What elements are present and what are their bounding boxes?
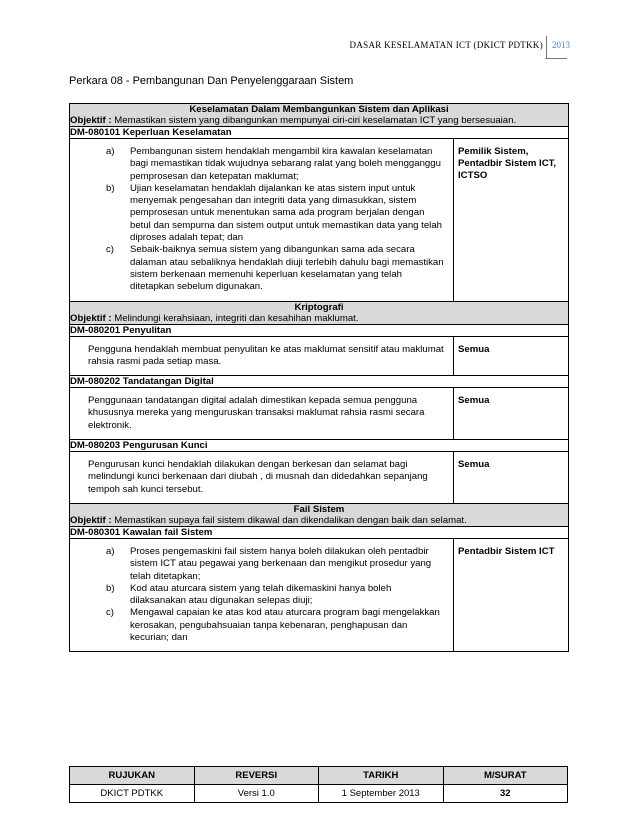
- section-header: [70, 503, 569, 526]
- responsible-party: Pemilik Sistem, Pentadbir Sistem ICT, ICTSO: [454, 139, 569, 302]
- item-code: DM-080201 Penyulitan: [70, 324, 569, 336]
- item-code: DM-080203 Pengurusan Kunci: [70, 440, 569, 452]
- item-code: DM-080301 Kawalan fail Sistem: [70, 526, 569, 538]
- footer-value: 32: [443, 785, 568, 803]
- footer-table: [69, 766, 568, 803]
- section-objective: Objektif : Memastikan supaya fail sistem dikawal dan dikendalikan dengan baik dan selamat.: [70, 514, 467, 526]
- item-code: DM-080101 Keperluan Keselamatan: [70, 127, 569, 139]
- list-item: c) Sebaik-baiknya semua sistem yang dibangunkan sama ada secara dalaman atau sebaliknya hendaklah diuji terlebih dahulu bagi memastikan sistem berkenaan memenuhi keperluan keselamatan yang telah ditetapkan sebelum digunakan.: [106, 244, 444, 293]
- item-code-row: [70, 324, 569, 336]
- item-body-row: [70, 388, 569, 440]
- item-body: Penggunaan tandatangan digital adalah dimestikan kepada semua pengguna khususnya mereka yang menguruskan transaksi maklumat rahsia rasmi secara elektronik.: [70, 388, 454, 440]
- responsible-party: Pentadbir Sistem ICT: [454, 538, 569, 651]
- section-header: [70, 301, 569, 324]
- section-title: Fail Sistem: [293, 503, 345, 515]
- footer-header: TARIKH: [319, 767, 444, 785]
- item-body-row: [70, 139, 569, 302]
- list-item: b) Kod atau aturcara sistem yang telah dikemaskini hanya boleh dilaksanakan atau digunakan selepas diuji;: [106, 582, 392, 607]
- list-item: a) Proses pengemaskini fail sistem hanya boleh dilakukan oleh pentadbir sistem ICT atau pegawai yang berkenaan dan mengikut prosedur yang telah ditetapkan;: [106, 545, 432, 582]
- section-title: Kriptografi: [294, 301, 344, 313]
- policy-table: [69, 103, 569, 652]
- responsible-party: Semua: [454, 388, 569, 440]
- responsible-party: Semua: [454, 336, 569, 376]
- section-header: [70, 104, 569, 127]
- list-item: b) Ujian keselamatan hendaklah dijalankan ke atas sistem input untuk menyemak pengesahan dan integriti data yang dimasukkan, sistem pemprosesan untuk menentukan sama ada program berjalan dengan betul dan sempurna dan sistem output untuk memastikan data yang telah diproses adalah tepat; dan: [106, 182, 442, 244]
- item-code-row: [70, 127, 569, 139]
- list-item: a) Pembangunan sistem hendaklah mengambil kira kawalan keselamatan bagi memastikan tidak wujudnya sebarang ralat yang boleh mengganggu pemprosesan dan ketepatan maklumat;: [106, 146, 441, 182]
- item-code-row: [70, 526, 569, 538]
- footer-header: REVERSI: [194, 767, 319, 785]
- footer-header-row: [70, 767, 568, 785]
- section-objective: Objektif : Melindungi kerahsiaan, integriti dan kesahihan maklumat.: [70, 312, 359, 324]
- item-body: [70, 139, 454, 302]
- header-divider: [546, 36, 547, 58]
- section-objective: Objektif : Memastikan sistem yang dibangunkan mempunyai ciri-ciri keselamatan ICT yang bersesuaian.: [70, 115, 517, 126]
- item-body-row: [70, 452, 569, 504]
- footer-value: Versi 1.0: [194, 785, 319, 803]
- footer-value-row: [70, 785, 568, 803]
- perkara-title: Perkara 08 - Pembangunan Dan Penyelenggaraan Sistem: [69, 75, 354, 87]
- item-code-row: [70, 440, 569, 452]
- footer-value: 1 September 2013: [319, 785, 444, 803]
- footer-value: DKICT PDTKK: [70, 785, 195, 803]
- header-year: 2013: [552, 40, 570, 50]
- item-body-row: [70, 336, 569, 376]
- responsible-party: Semua: [454, 452, 569, 504]
- item-code: DM-080202 Tandatangan Digital: [70, 376, 569, 388]
- item-code-row: [70, 376, 569, 388]
- item-body: [70, 538, 454, 651]
- section-title: Keselamatan Dalam Membangunkan Sistem dan Aplikasi: [189, 104, 449, 115]
- item-body: Pengurusan kunci hendaklah dilakukan dengan berkesan dan selamat bagi melindungi kunci berkenaan dari diubah , di musnah dan didedahkan sepanjang tempoh sah kunci tersebut.: [70, 452, 454, 504]
- footer-header: RUJUKAN: [70, 767, 195, 785]
- list-item: c) Mengawal capaian ke atas kod atau aturcara program bagi mengelakkan kerosakan, pengubahsuaian tanpa kebenaran, penghapusan dan kecurian; dan: [106, 607, 440, 644]
- item-body: Pengguna hendaklah membuat penyulitan ke atas maklumat sensitif atau maklumat rahsia rasmi pada setiap masa.: [70, 336, 454, 376]
- footer-header: M/SURAT: [443, 767, 568, 785]
- item-body-row: [70, 538, 569, 651]
- header-title: DASAR KESELAMATAN ICT (DKICT PDTKK): [349, 40, 543, 50]
- header-underline: [545, 58, 567, 59]
